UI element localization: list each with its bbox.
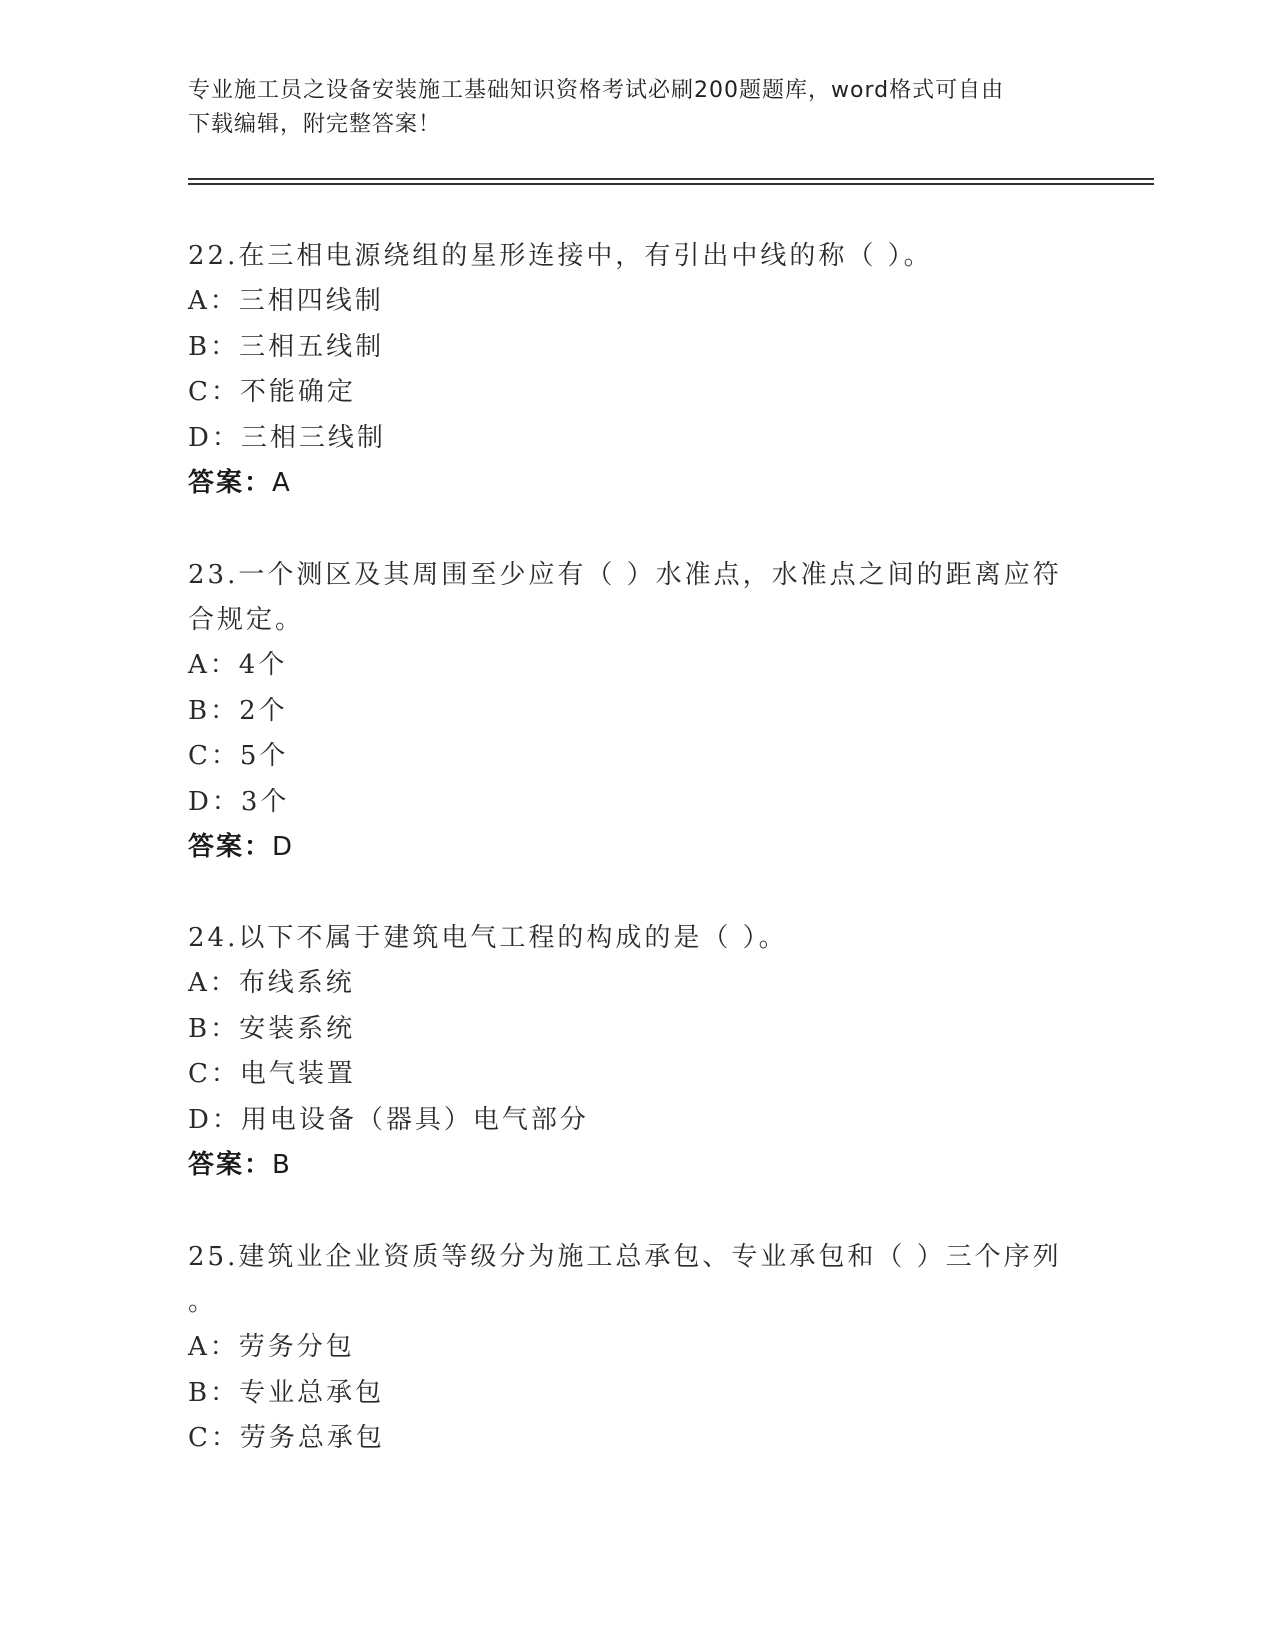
question-25 bbox=[188, 1235, 1068, 1462]
question-22 bbox=[188, 234, 1068, 506]
answer-label: 答案： bbox=[188, 832, 273, 862]
question-stem: 24.以下不属于建筑电气工程的构成的是（ ）。 bbox=[188, 923, 788, 953]
option-b: B：安装系统 bbox=[188, 1013, 356, 1044]
answer-line bbox=[188, 825, 1068, 870]
question-stem-line-2: 合规定。 bbox=[188, 605, 305, 635]
answer-line bbox=[188, 1143, 1068, 1188]
answer-label: 答案： bbox=[188, 1150, 273, 1180]
option-b: B：三相五线制 bbox=[188, 331, 385, 362]
question-stem-line-1: 25.建筑业企业资质等级分为施工总承包、专业承包和（ ）三个序列 bbox=[188, 1242, 1062, 1272]
question-stem-line-2: 。 bbox=[188, 1287, 218, 1317]
question-stem: 22.在三相电源绕组的星形连接中，有引出中线的称（ ）。 bbox=[188, 241, 933, 271]
option-d: D：三相三线制 bbox=[188, 422, 386, 453]
option-c: C：电气装置 bbox=[188, 1059, 356, 1089]
header-line-1: 专业施工员之设备安装施工基础知识资格考试必刷200题题库，word格式可自由 bbox=[188, 78, 1005, 103]
header-divider-bottom bbox=[188, 183, 1154, 185]
answer-value: D bbox=[272, 832, 295, 862]
option-a: A：布线系统 bbox=[188, 968, 355, 998]
question-stem-line-1: 23.一个测区及其周围至少应有（ ）水准点，水准点之间的距离应符 bbox=[188, 560, 1062, 590]
option-b: B：专业总承包 bbox=[188, 1377, 385, 1408]
option-d: D：3个 bbox=[188, 786, 290, 817]
header-divider-top bbox=[188, 178, 1154, 180]
option-c: C：劳务总承包 bbox=[188, 1423, 385, 1453]
question-24 bbox=[188, 916, 1068, 1188]
answer-label: 答案： bbox=[188, 468, 273, 498]
document-header bbox=[188, 74, 1088, 142]
answer-value: B bbox=[272, 1150, 292, 1180]
option-c: C：不能确定 bbox=[188, 377, 356, 407]
option-a: A：三相四线制 bbox=[188, 286, 384, 316]
option-a: A：劳务分包 bbox=[188, 1332, 355, 1362]
question-23 bbox=[188, 553, 1068, 870]
option-b: B：2个 bbox=[188, 695, 288, 726]
header-line-2: 下载编辑，附完整答案！ bbox=[188, 112, 442, 137]
option-c: C：5个 bbox=[188, 741, 289, 771]
answer-value: A bbox=[272, 468, 292, 498]
answer-line bbox=[188, 461, 1068, 506]
option-d: D：用电设备（器具）电气部分 bbox=[188, 1104, 589, 1135]
option-a: A：4个 bbox=[188, 650, 288, 680]
